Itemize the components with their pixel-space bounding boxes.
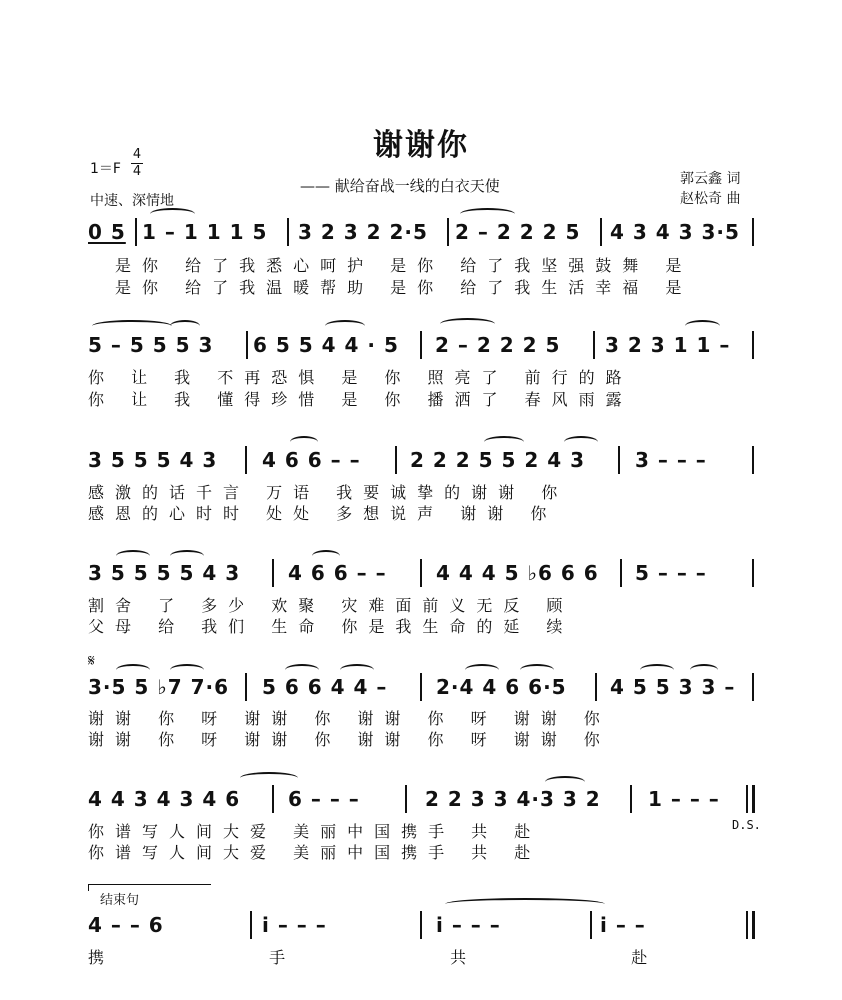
measure-7-1: 4 – – 6	[88, 913, 164, 937]
measure-1-3: 3 2 3 2 2·5	[298, 220, 428, 244]
slur	[325, 320, 365, 332]
slur	[150, 208, 195, 220]
lyric-line-7-1: 携 手 共 赴	[88, 948, 728, 967]
slur	[92, 320, 172, 332]
slur	[564, 436, 598, 448]
measure-7-4: i – –	[600, 913, 646, 937]
measure-3-4: 3 – – –	[635, 448, 707, 472]
lyric-line-1-2: 是你 给了我温暖帮助 是你 给了我生活幸福 是	[115, 278, 693, 297]
slur	[312, 550, 340, 562]
measure-4-3: 4 4 4 5 ♭6 6 6	[436, 561, 599, 585]
slur	[170, 550, 204, 562]
slur	[460, 208, 515, 220]
lyric-line-6-2: 你谱写人间大爱 美丽中国携手 共 赴	[88, 843, 542, 862]
slur	[465, 664, 499, 676]
measure-3-2: 4 6 6 – –	[262, 448, 361, 472]
measure-5-3: 2·4 4 6 6·5	[436, 675, 567, 699]
measure-6-2: 6 – – –	[288, 787, 360, 811]
slur	[170, 320, 200, 332]
measure-5-1: 3·5 5 ♭7 7·6	[88, 675, 230, 699]
key-signature: 1＝F	[90, 161, 121, 177]
measure-6-3: 2 2 3 3 4·3 3 2	[425, 787, 601, 811]
measure-7-2: i – – –	[262, 913, 327, 937]
slur	[340, 664, 374, 676]
slur	[690, 664, 718, 676]
lyric-line-2-1: 你 让 我 不再恐惧 是 你 照亮了 前行的路	[88, 368, 633, 387]
measure-1-4: 2 – 2 2 2 5	[455, 220, 581, 244]
slur	[290, 436, 318, 448]
slur	[484, 436, 524, 448]
measure-2-1: 5 – 5 5 5 3	[88, 333, 214, 357]
slur	[545, 776, 585, 788]
lyric-line-2-2: 你 让 我 懂得珍惜 是 你 播洒了 春风雨露	[88, 390, 633, 409]
measure-2-3: 2 – 2 2 2 5	[435, 333, 561, 357]
song-subtitle: —— 献给奋战一线的白衣天使	[300, 177, 500, 195]
slur	[640, 664, 674, 676]
slur	[116, 664, 150, 676]
time-signature-bottom: 4	[132, 164, 142, 179]
tempo-marking: 中速、深情地	[90, 193, 174, 209]
measure-5-2: 5 6 6 4 4 –	[262, 675, 388, 699]
measure-4-2: 4 6 6 – –	[288, 561, 387, 585]
ending-label: 结束句	[100, 893, 140, 908]
ds-marking: D.S.	[732, 818, 761, 832]
segno-sign: 𝄋	[88, 651, 95, 670]
measure-3-1: 3 5 5 5 4 3	[88, 448, 218, 472]
slur	[170, 664, 204, 676]
measure-3-3: 2 2 2 5 5 2 4 3	[410, 448, 586, 472]
measure-1-5: 4 3 4 3 3·5	[610, 220, 740, 244]
lyric-line-3-1: 感激的话千言 万语 我要诚挚的谢谢 你	[88, 483, 569, 502]
measure-1-2: 1 – 1 1 1 5	[142, 220, 268, 244]
measure-2-4: 3 2 3 1 1 –	[605, 333, 731, 357]
measure-2-2: 6 5 5 4 4 · 5	[253, 333, 399, 357]
measure-5-4: 4 5 5 3 3 –	[610, 675, 736, 699]
slur	[440, 318, 495, 330]
slur	[116, 550, 150, 562]
lyric-line-4-1: 割舍 了 多少 欢聚 灾难面前义无反 顾	[88, 596, 574, 615]
slur	[445, 898, 605, 910]
lyric-line-5-2: 谢谢 你 呀 谢谢 你 谢谢 你 呀 谢谢 你	[88, 730, 611, 749]
lyric-line-4-2: 父母 给 我们 生命 你是我生命的延 续	[88, 617, 574, 636]
lyric-line-5-1: 谢谢 你 呀 谢谢 你 谢谢 你 呀 谢谢 你	[88, 709, 611, 728]
time-signature-top: 4	[132, 147, 142, 162]
measure-7-3: i – – –	[436, 913, 501, 937]
measure-4-1: 3 5 5 5 5 4 3	[88, 561, 241, 585]
measure-1-1: 0 5	[88, 220, 126, 244]
slur	[520, 664, 554, 676]
slur	[685, 320, 720, 332]
slur	[240, 772, 298, 784]
lyricist-credit: 郭云鑫 词	[680, 171, 741, 187]
measure-6-4: 1 – – –	[648, 787, 720, 811]
measure-4-4: 5 – – –	[635, 561, 707, 585]
lyric-line-6-1: 你谱写人间大爱 美丽中国携手 共 赴	[88, 822, 542, 841]
slur	[285, 664, 319, 676]
time-signature	[130, 147, 144, 180]
lyric-line-3-2: 感恩的心时时 处处 多想说声 谢谢 你	[88, 504, 558, 523]
song-title: 谢谢你	[373, 128, 469, 163]
composer-credit: 赵松奇 曲	[680, 191, 741, 207]
lyric-line-1-1: 是你 给了我悉心呵护 是你 给了我坚强鼓舞 是	[115, 256, 693, 275]
measure-6-1: 4 4 3 4 3 4 6	[88, 787, 241, 811]
